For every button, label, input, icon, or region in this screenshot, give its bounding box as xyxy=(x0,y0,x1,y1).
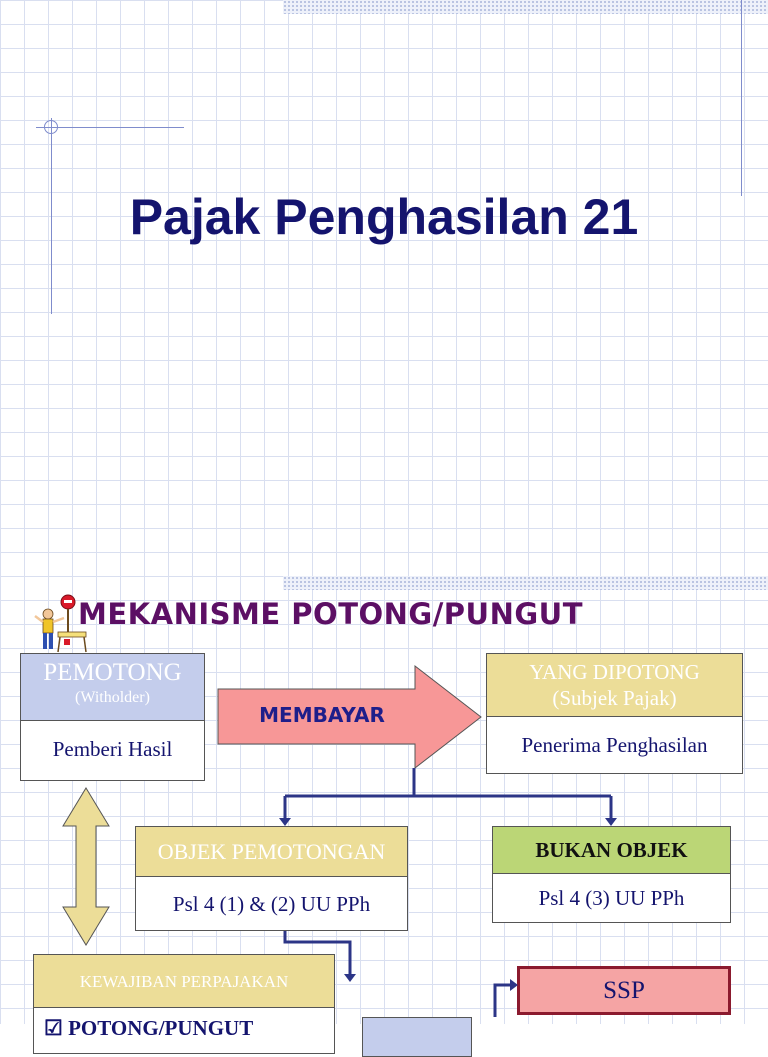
bukan-objek-body: Psl 4 (3) UU PPh xyxy=(538,886,685,910)
decorative-circle-icon xyxy=(44,120,58,134)
objek-body: Psl 4 (1) & (2) UU PPh xyxy=(172,892,371,916)
kewajiban-title: KEWAJIBAN PERPAJAKAN xyxy=(34,955,334,1008)
pemotong-body: Pemberi Hasil xyxy=(52,737,173,761)
decorative-line xyxy=(741,0,742,196)
dipotong-body: Penerima Penghasilan xyxy=(521,733,708,757)
page-title: Pajak Penghasilan 21 xyxy=(129,189,639,245)
connector-arrowheads xyxy=(279,818,617,991)
pemotong-title: PEMOTONG xyxy=(43,659,182,686)
decorative-line xyxy=(36,127,184,128)
connector-layer xyxy=(0,576,768,1024)
bukan-objek-title: BUKAN OBJEK xyxy=(493,827,730,874)
ssp-box: SSP xyxy=(517,966,731,1015)
kewajiban-body: ☑ POTONG/PUNGUT xyxy=(44,1016,254,1040)
objek-title: OBJEK PEMOTONGAN xyxy=(136,827,407,877)
section-heading: MEKANISME POTONG/PUNGUT xyxy=(78,597,584,631)
connector-tree xyxy=(285,768,611,1017)
decorative-band xyxy=(283,0,768,14)
pemotong-subtitle: (Witholder) xyxy=(75,689,150,706)
up-down-double-arrow-icon xyxy=(63,788,109,945)
dipotong-title: YANG DIPOTONG xyxy=(529,660,700,684)
membayar-label: MEMBAYAR xyxy=(259,703,385,727)
dipotong-subtitle: (Subjek Pajak) xyxy=(552,686,677,710)
